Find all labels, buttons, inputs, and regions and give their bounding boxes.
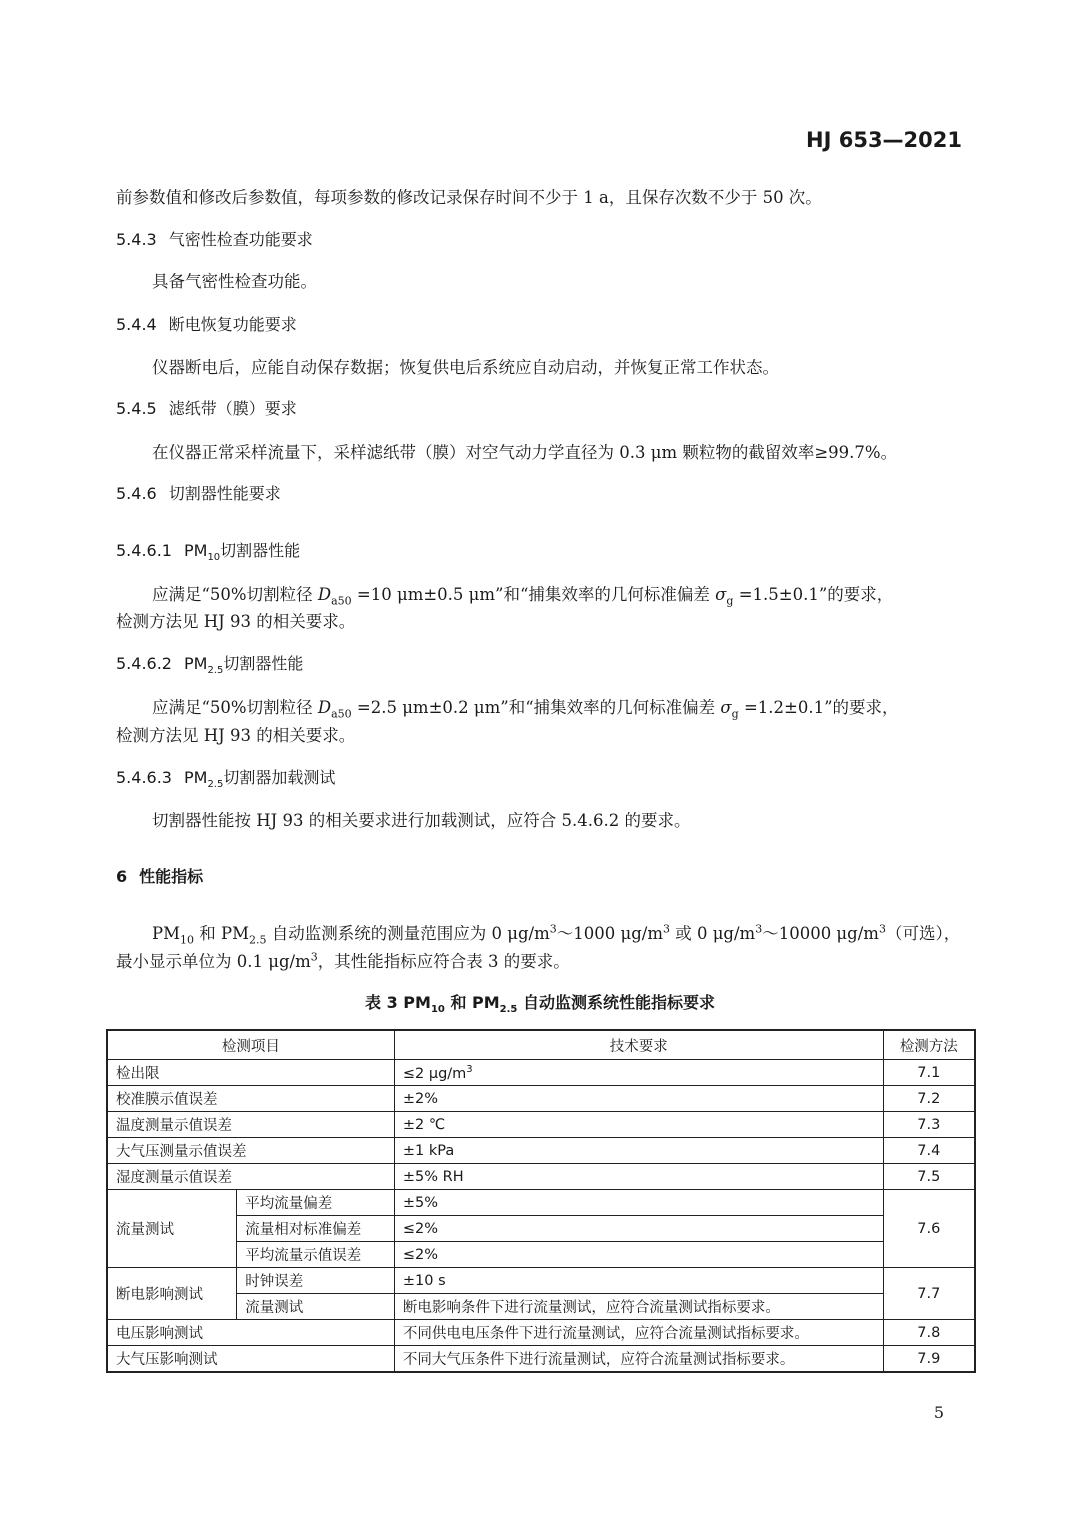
item-cell: 电压影响测试 — [107, 1320, 394, 1346]
item-group-cell: 断电影响测试 — [107, 1268, 237, 1320]
table-row — [107, 1294, 975, 1320]
method-cell: 7.2 — [883, 1086, 975, 1112]
symbol: σ — [715, 585, 727, 604]
text: 应满足“50%切割粒径 — [152, 585, 318, 604]
subitem-cell: 平均流量偏差 — [237, 1190, 395, 1216]
requirement-cell: 不同大气压条件下进行流量测试，应符合流量测试指标要求。 — [394, 1346, 883, 1373]
requirement-cell: ±10 s — [394, 1268, 883, 1294]
section-5-4-6-heading — [116, 481, 281, 504]
caption-text: 自动监测系统性能指标要求 — [517, 993, 715, 1012]
section-6-heading — [116, 864, 203, 887]
text: ，其性能指标应符合表 3 的要求。 — [317, 952, 570, 971]
superscript: 3 — [549, 922, 557, 936]
section-number: 5.4.6.2 — [116, 654, 172, 673]
section-title: 切割器性能要求 — [168, 484, 281, 503]
caption-subscript: 2.5 — [499, 1004, 518, 1016]
title-subscript: 10 — [207, 552, 221, 564]
table-row — [107, 1138, 975, 1164]
section-6-text-line2 — [116, 948, 570, 972]
section-title: 气密性检查功能要求 — [168, 230, 313, 249]
section-5-4-3-text: 具备气密性检查功能。 — [152, 272, 317, 291]
table-row — [107, 1164, 975, 1190]
subscript: a50 — [331, 594, 352, 608]
item-cell: 校准膜示值误差 — [107, 1086, 394, 1112]
section-5-4-6-1-heading — [116, 538, 300, 563]
text: 最小显示单位为 0.1 μg/m — [116, 952, 311, 971]
item-cell: 湿度测量示值误差 — [107, 1164, 394, 1190]
section-number: 5.4.6.3 — [116, 768, 172, 787]
requirement-cell: ±1 kPa — [394, 1138, 883, 1164]
item-group-cell: 流量测试 — [107, 1190, 237, 1268]
table-row — [107, 1346, 975, 1373]
text: 或 0 μg/m — [669, 924, 756, 943]
subscript: g — [726, 594, 734, 608]
section-5-4-6-3-text: 切割器性能按 HJ 93 的相关要求进行加载测试，应符合 5.4.6.2 的要求。 — [152, 811, 691, 830]
text: PM — [152, 924, 180, 943]
caption-text: 和 PM — [444, 993, 500, 1012]
method-cell: 7.6 — [883, 1190, 975, 1268]
method-cell: 7.1 — [883, 1060, 975, 1086]
method-cell: 7.4 — [883, 1138, 975, 1164]
text: =2.5 μm±0.2 μm”和“捕集效率的几何标准偏差 — [351, 698, 721, 717]
section-5-4-4-text: 仪器断电后，应能自动保存数据；恢复供电后系统应自动启动，并恢复正常工作状态。 — [152, 358, 779, 377]
title-subscript: 2.5 — [207, 779, 224, 791]
subscript: g — [731, 707, 739, 721]
symbol: D — [317, 585, 332, 604]
header-method: 检测方法 — [883, 1030, 975, 1060]
requirement-cell: ≤2% — [394, 1216, 883, 1242]
method-cell: 7.5 — [883, 1164, 975, 1190]
symbol: D — [317, 698, 332, 717]
document-id: HJ 653—2021 — [806, 128, 962, 152]
requirement-cell: 断电影响条件下进行流量测试，应符合流量测试指标要求。 — [394, 1294, 883, 1320]
text: =1.5±0.1”的要求， — [733, 585, 894, 604]
section-number: 6 — [116, 867, 128, 886]
title-subscript: 2.5 — [207, 665, 224, 677]
item-cell: 大气压影响测试 — [107, 1346, 394, 1373]
performance-spec-table — [106, 1029, 976, 1373]
subscript: 10 — [180, 933, 194, 947]
title-text: 切割器加载测试 — [223, 768, 336, 787]
text: ～10000 μg/m — [762, 924, 879, 943]
section-title: 性能指标 — [139, 867, 204, 886]
section-number: 5.4.3 — [116, 230, 157, 249]
table-row — [107, 1216, 975, 1242]
subscript: a50 — [331, 707, 352, 721]
title-text: PM — [183, 541, 208, 560]
section-title: 滤纸带（膜）要求 — [168, 399, 297, 418]
section-5-4-6-1-text-line1 — [152, 581, 893, 607]
table-row — [107, 1190, 975, 1216]
requirement-cell: ±5% — [394, 1190, 883, 1216]
section-5-4-6-2-text-line1 — [152, 694, 899, 720]
text: （可选）， — [885, 924, 961, 943]
section-5-4-6-1-text-line2: 检测方法见 HJ 93 的相关要求。 — [116, 612, 356, 631]
subitem-cell: 时钟误差 — [237, 1268, 395, 1294]
subitem-cell: 流量相对标准偏差 — [237, 1216, 395, 1242]
requirement-text: ≤2 μg/m — [402, 1065, 467, 1082]
section-title: 断电恢复功能要求 — [168, 315, 297, 334]
table-row — [107, 1060, 975, 1086]
method-cell: 7.8 — [883, 1320, 975, 1346]
section-6-text-line1 — [152, 920, 960, 946]
item-cell: 检出限 — [107, 1060, 394, 1086]
table-row — [107, 1112, 975, 1138]
text: 自动监测系统的测量范围应为 0 μg/m — [266, 924, 550, 943]
table-row — [107, 1320, 975, 1346]
superscript: 3 — [310, 950, 318, 964]
superscript: 3 — [755, 922, 763, 936]
table-row — [107, 1242, 975, 1268]
title-text: 切割器性能 — [223, 654, 304, 673]
title-text: 切割器性能 — [220, 541, 301, 560]
superscript: 3 — [662, 922, 670, 936]
item-cell: 大气压测量示值误差 — [107, 1138, 394, 1164]
text: 应满足“50%切割粒径 — [152, 698, 318, 717]
requirement-cell: ±2 ℃ — [394, 1112, 883, 1138]
section-5-4-5-heading — [116, 396, 297, 419]
subscript: 2.5 — [249, 933, 267, 947]
text: ～1000 μg/m — [556, 924, 663, 943]
table-caption — [0, 990, 1080, 1015]
method-cell: 7.9 — [883, 1346, 975, 1373]
text: =1.2±0.1”的要求， — [738, 698, 899, 717]
table-header-row — [107, 1030, 975, 1060]
section-number: 5.4.5 — [116, 399, 157, 418]
section-5-4-4-heading — [116, 312, 297, 335]
title-text: PM — [183, 768, 208, 787]
requirement-cell: ±2% — [394, 1086, 883, 1112]
header-requirement: 技术要求 — [394, 1030, 883, 1060]
section-5-4-6-2-heading — [116, 651, 303, 676]
section-5-4-6-2-text-line2: 检测方法见 HJ 93 的相关要求。 — [116, 726, 356, 745]
text: 和 PM — [194, 924, 249, 943]
item-cell: 温度测量示值误差 — [107, 1112, 394, 1138]
section-5-4-5-text: 在仪器正常采样流量下，采样滤纸带（膜）对空气动力学直径为 0.3 μm 颗粒物的截留效率≥99.7%。 — [152, 443, 898, 462]
table-row — [107, 1268, 975, 1294]
superscript: 3 — [878, 922, 886, 936]
symbol: σ — [720, 698, 732, 717]
text: =10 μm±0.5 μm”和“捕集效率的几何标准偏差 — [351, 585, 716, 604]
section-number: 5.4.4 — [116, 315, 157, 334]
superscript: 3 — [466, 1063, 473, 1075]
table-row — [107, 1086, 975, 1112]
requirement-cell: 不同供电电压条件下进行流量测试，应符合流量测试指标要求。 — [394, 1320, 883, 1346]
section-number: 5.4.6.1 — [116, 541, 172, 560]
paragraph-continuation: 前参数值和修改后参数值，每项参数的修改记录保存时间不少于 1 a，且保存次数不少于 50 次。 — [116, 188, 822, 207]
method-cell: 7.3 — [883, 1112, 975, 1138]
caption-text: 表 3 PM — [365, 993, 431, 1012]
requirement-cell: ≤2% — [394, 1242, 883, 1268]
requirement-cell: ±5% RH — [394, 1164, 883, 1190]
requirement-cell — [394, 1060, 883, 1086]
page-number: 5 — [933, 1403, 944, 1422]
section-5-4-6-3-heading — [116, 765, 335, 790]
section-5-4-3-heading — [116, 227, 313, 250]
subitem-cell: 平均流量示值误差 — [237, 1242, 395, 1268]
header-item: 检测项目 — [107, 1030, 394, 1060]
subitem-cell: 流量测试 — [237, 1294, 395, 1320]
title-text: PM — [183, 654, 208, 673]
caption-subscript: 10 — [430, 1004, 445, 1016]
method-cell: 7.7 — [883, 1268, 975, 1320]
section-number: 5.4.6 — [116, 484, 157, 503]
